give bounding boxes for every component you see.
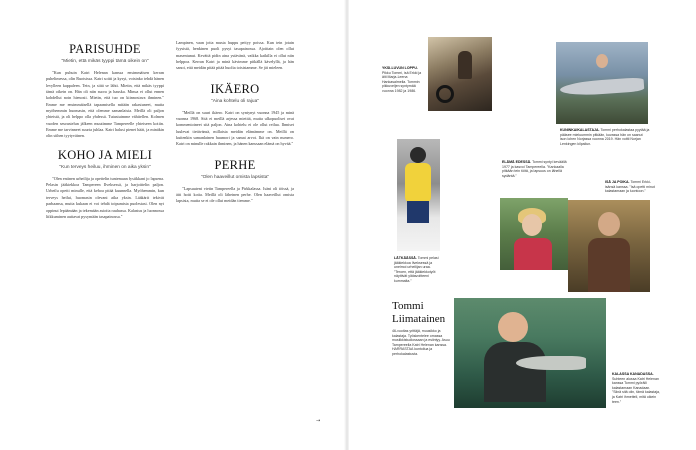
body-text-intro: Lampinen, vaan jotta musta huppu peityy poissa. Kun tein jotain fyysistä, henkinen puoli pysyi tasapainossa. Ajoittain olen ollut masentunut. Kevättä pidin aina ystävänä, vaikka kaikilla ei ollut niin helppoa. Kerran Katri ja minä kävimme pitkällä kävelyllä, ja hän sanoi, että meidän pitää pitää huolta toisistamme. Se jäi mieleen. bbox=[176, 40, 294, 71]
section-title-ikaero: IKÄERO bbox=[210, 81, 260, 96]
section-quote-ikaero: "Aina kohtelu oli rajua" bbox=[211, 98, 259, 104]
section-title-parisuhde: PARISUHDE bbox=[69, 42, 141, 56]
body-text-parisuhde: "Kun puhuin Katri Helenan kanssa ensimmäisen kerran puhelimessa, olin Ruotsissa. Katri soitti ja kysyi, voisinko tehdä hänen levylleen kappaleen. Tein, ja siitä se lähti. Mietin, että mikäs tyyppi tämä oikein on. Hän oli niin suora ja hauska. Minua ei ollut ennen kohdellut noin hienosti. Mietin, että tuo on kiinnostava ihminen." Emme me ensimmäisellä tapaamisella mitään rakastuneet, mutta myöhemmin huomasin, että olemme samanlaisia. Meillä oli paljon yhteistä, ja oli helppo olla yhdessä. Tutustuimme vähitellen. Kolmen vuoden seurustelun jälkeen muutimme Tampereelle yhteiseen kotiin. Emme me tarvinneet suurta juhlaa. Katri halusi pienet häät, ja minäkin olin siihen tyytyväinen. bbox=[46, 70, 164, 139]
photo-salmon-catch bbox=[556, 42, 648, 124]
continue-arrow-icon: → bbox=[316, 418, 321, 424]
caption-child: ELÄMÄ EDESSÄ. Tommi syntyi keväällä 1977 ja kasvoi Tampereella. "Kankaalla pitkään tein töitä, ja lapsuus on lähellä sydäntä." bbox=[502, 160, 567, 178]
section-quote-parisuhde: "Mietin, että mikäs tyyppi tämä oikein on" bbox=[61, 59, 149, 64]
body-text-perhe: "Lapsuuteni vietin Tampereella ja Pirkkalassa. Isäni oli töissä, ja äiti hoiti kotia. Meillä oli läheinen perhe. Olen haaveillut omista lapsista, mutta se ei ole ollut meidän tiemme." bbox=[176, 185, 294, 204]
section-quote-koho: "Kun terveys heiluu, ihminen on aika yksin" bbox=[59, 164, 151, 170]
photo-fishing-canada bbox=[454, 298, 606, 408]
section-title-perhe: PERHE bbox=[214, 157, 256, 172]
left-page bbox=[0, 0, 346, 450]
caption-salmon: KUNINKAIKALASTAJA. Tommi perhokalastaa pyytää ja pääsee mieluummin pitkään, kuvassa hän on saanut ison lohen Norjassa vuonna 2019. Hän voitti Norjan Lenkingen kilpailun. bbox=[560, 128, 650, 146]
photo-motorcycle bbox=[428, 37, 492, 111]
profile-bio: 46-vuotias yrittäjä, muusikko ja kalastaja. Työskentelee omassa musiikkistudiossaan ja esiintyy. Asuu Tampereella Katri Helenan kanssa. HARRASTAA kuntoilua ja perhokalastusta. bbox=[392, 329, 450, 356]
text-column-2 bbox=[176, 40, 294, 438]
photo-child-portrait bbox=[500, 198, 568, 270]
body-text-ikaero: "Meillä on suuri ikäero. Katri on syntynyt vuonna 1945 ja minä vuonna 1968. Sitä ei meillä arjessa mietitä, mutta ulkopuoliset ovat kommentoineet sitä paljon. Aina kohtelu ei ole ollut reilua. Ihmiset luulevat tietävänsä, millaista meidän elämämme on. Meillä on kuitenkin samanlainen huumori ja samat arvot. Ikä on vain numero. Katri on minulle rakkain ihminen, ja hänen kanssaan elämä on hyvää." bbox=[176, 109, 294, 147]
caption-hockey: LÄTKÄÄSSÄ. Tommi pelasi jääkiekkoa Ilveksessä ja unelmoi urheilijan uraa. "Teroen, että jääkiekkotyöt näyttivät ylätavoitteeni kummalta." bbox=[394, 256, 439, 283]
photo-father-son bbox=[568, 200, 650, 292]
text-column-1 bbox=[46, 40, 164, 438]
section-title-koho: KOHO JA MIELI bbox=[57, 147, 153, 162]
profile-box bbox=[392, 300, 450, 357]
section-quote-perhe: "Olen haaveillut omista lapsista" bbox=[200, 174, 270, 180]
caption-father-son: ISÄ JA POIKA. Tommi Erkki-isänsä kanssa. "Isä opetti minut kalastamaan ja luontoon." bbox=[605, 180, 655, 194]
photo-hockey-boy bbox=[397, 139, 440, 251]
profile-name: Tommi Liimatainen bbox=[392, 300, 446, 325]
caption-motorcycle: YKSI-LUVUN LOPPU. Pikku Tommi, isä Erkki ja äiti Marja-Leena Hankasalmella. Tommin pikkuveljen syntymää vuonna 1982 ja 1986. bbox=[382, 66, 422, 93]
caption-fishing-canada: KALASSA KANADASSA. Suhteen alussa Katri Helenan kanssa Tommi pyöräili kalastamaan Kanadaan. "Siinä sitä olin, tämä kalastaja, ja Katri ihmetteli, mitä oikein teen." bbox=[612, 372, 660, 404]
body-text-koho: "Olen entinen urheilija ja opettelin tuntemaan fysiikkani jo lapsena. Pelasin jääkiekkoa Tampereen Ilveksessä, ja harjoittelin paljon. Urheilu opetti minulle, että kehoa pitää kuunnella. Myöhemmin, kun terveys heilui, huomasin olevani aika yksin. Lääkärit tekivät parhaansa, mutta kukaan ei voi tehdä toipumista puolestasi. Olen nyt oppinut lepäämään ja tekemään asioita rauhassa. Kalastus ja luonnossa liikkuminen auttavat pysymään tasapainossa." bbox=[46, 175, 164, 219]
